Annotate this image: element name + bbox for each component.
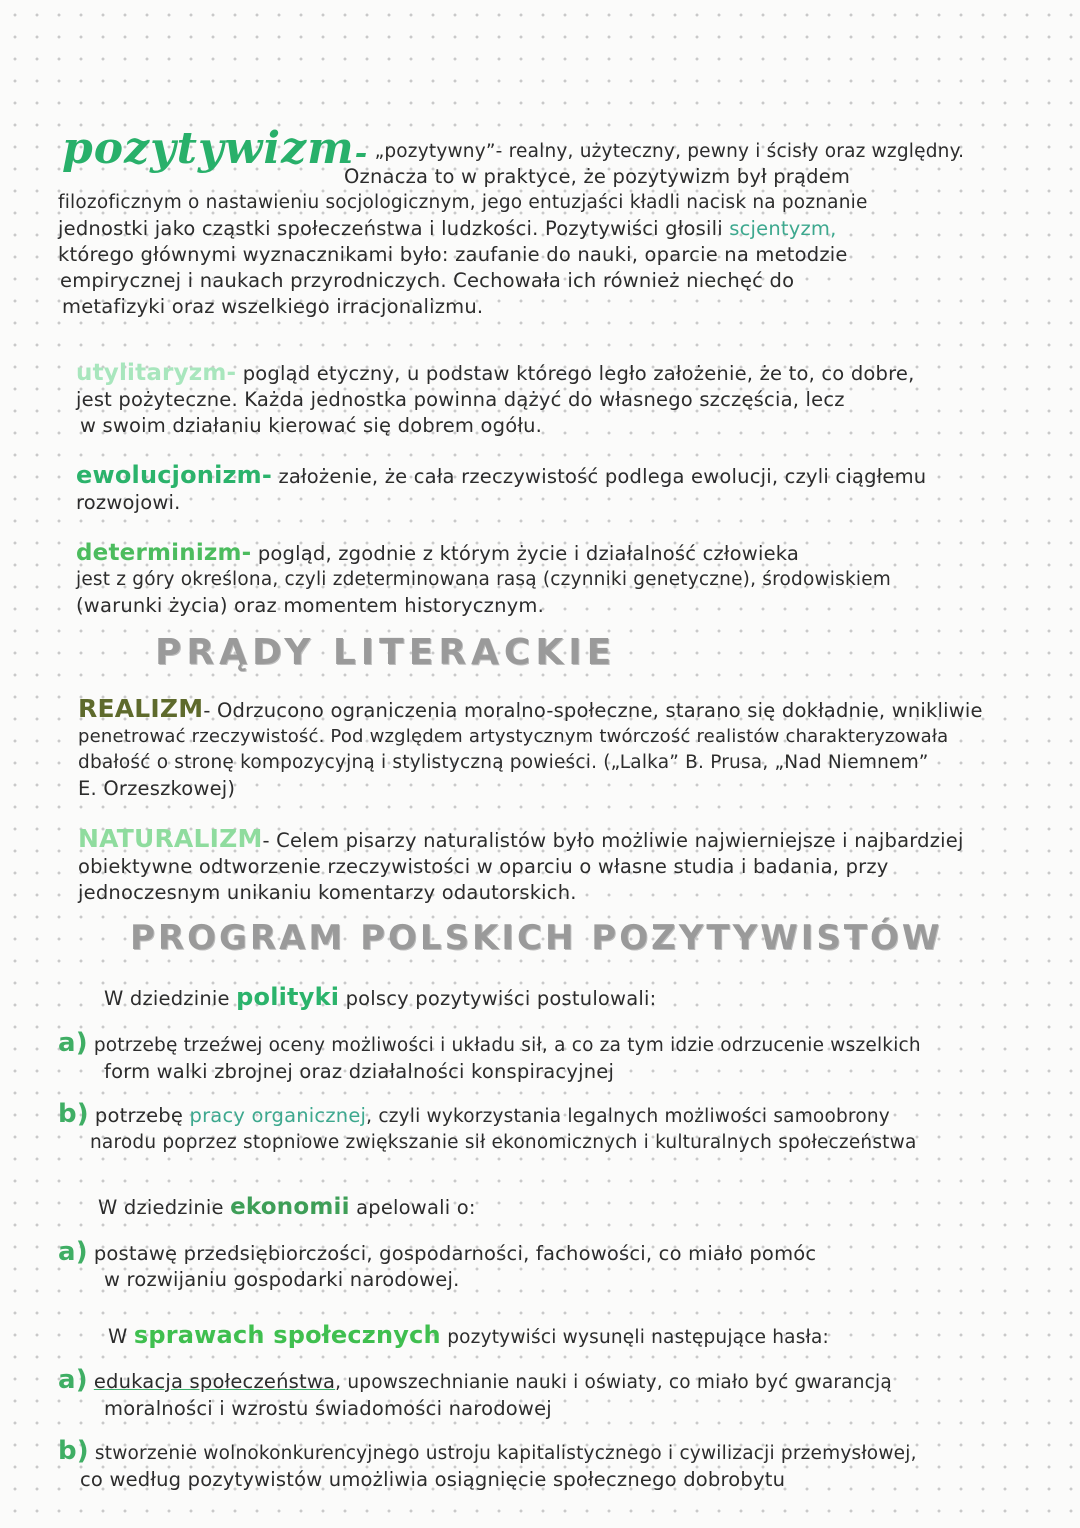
- scjentyzm-term: scjentyzm,: [729, 217, 837, 240]
- spoleczne-a-line2: moralności i wzrostu świadomości narodowej: [104, 1397, 552, 1420]
- polityka-a-marker: a): [58, 1028, 88, 1058]
- ekonomia-intro-b: apelowali o:: [356, 1196, 476, 1219]
- utylitaryzm-line1: pogląd etyczny, u podstaw którego legło założenie, że to, co dobre,: [242, 362, 915, 385]
- pozytywizm-line2: Oznacza to w praktyce, że pozytywizm był prądem: [344, 165, 851, 188]
- ekonomia-a-line2: w rozwijaniu gospodarki narodowej.: [104, 1268, 460, 1291]
- polityka-keyword: polityki: [236, 983, 340, 1011]
- realizm-line2: penetrować rzeczywistość. Pod względem artystycznym twórczość realistów charakteryzowała: [78, 726, 949, 747]
- pozytywizm-line5: którego głównymi wyznacznikami było: zaufanie do nauki, oparcie na metodzie: [58, 243, 848, 266]
- pozytywizm-intro: „pozytywny”- realny, użyteczny, pewny i ścisły oraz względny.: [374, 141, 965, 162]
- realizm-term: REALIZM: [78, 694, 204, 723]
- utylitaryzm-line3: w swoim działaniu kierować się dobrem ogółu.: [80, 414, 543, 437]
- spoleczne-keyword: sprawach społecznych: [133, 1321, 441, 1349]
- spoleczne-a-line1b: , upowszechnianie nauki i oświaty, co miało być gwarancją: [335, 1372, 892, 1393]
- pozytywizm-line4: jednostki jako cząstki społeczeństwa i ludzkości. Pozytywiści głosili: [58, 217, 723, 240]
- program-heading: PROGRAM POLSKICH POZYTYWISTÓW: [130, 918, 943, 958]
- determinizm-term: determinizm-: [76, 540, 252, 566]
- pozytywizm-title: pozytywizm: [62, 123, 355, 174]
- ewolucjonizm-section: [76, 462, 1076, 516]
- utylitaryzm-section: [76, 360, 1076, 439]
- naturalizm-line3: jednoczesnym unikaniu komentarzy odautorskich.: [78, 881, 577, 904]
- naturalizm-line1: - Celem pisarzy naturalistów było możliwie najwierniejsze i najbardziej: [262, 829, 964, 852]
- determinizm-line1: pogląd, zgodnie z którym życie i działalność człowieka: [257, 542, 800, 565]
- spoleczne-section: [58, 1322, 1074, 1493]
- naturalizm-line2: obiektywne odtworzenie rzeczywistości w oparciu o własne studia i badania, przy: [78, 855, 889, 878]
- spoleczne-intro-a: W: [108, 1325, 128, 1348]
- naturalizm-section: [78, 826, 1078, 906]
- polityka-section: [58, 984, 1074, 1156]
- edukacja-spoleczenstwa-term: edukacja społeczeństwa: [93, 1370, 336, 1393]
- ewolucjonizm-line1: założenie, że cała rzeczywistość podlega ewolucji, czyli ciągłemu: [278, 465, 927, 488]
- pozytywizm-line7: metafizyki oraz wszelkiego irracjonalizmu.: [62, 295, 484, 318]
- polityka-b-line1b: , czyli wykorzystania legalnych możliwości samoobrony: [366, 1106, 890, 1127]
- realizm-line3: dbałość o stronę kompozycyjną i stylistyczną powieści. („Lalka” B. Prusa, „Nad Niemnem”: [78, 752, 929, 773]
- realizm-line1: - Odrzucono ograniczenia moralno-społeczne, starano się dokładnie, wnikliwie: [203, 699, 983, 722]
- pozytywizm-dash: -: [354, 136, 369, 171]
- polityka-intro-a: W dziedzinie: [104, 987, 230, 1010]
- realizm-line4: E. Orzeszkowej): [78, 777, 236, 800]
- pozytywizm-section: [58, 123, 1072, 320]
- pozytywizm-line6: empirycznej i naukach przyrodniczych. Cechowała ich również niechęć do: [60, 269, 795, 292]
- prady-literackie-heading: PRĄDY LITERACKIE: [155, 632, 617, 673]
- polityka-a-line1: potrzebę trzeźwej oceny możliwości i układu sił, a co za tym idzie odrzucenie wszelkich: [93, 1035, 921, 1056]
- realizm-section: [78, 696, 1078, 802]
- polityka-b-line2: narodu poprzez stopniowe zwiększanie sił ekonomicznych i kulturalnych społeczeństwa: [90, 1132, 917, 1153]
- polityka-a-line2: form walki zbrojnej oraz działalności konspiracyjnej: [104, 1060, 615, 1083]
- ewolucjonizm-line2: rozwojowi.: [76, 491, 181, 514]
- ekonomia-section: [58, 1194, 1074, 1293]
- utylitaryzm-term: utylitaryzm-: [76, 360, 237, 386]
- ewolucjonizm-term: ewolucjonizm-: [76, 461, 273, 489]
- ekonomia-a-line1: postawę przedsiębiorczości, gospodarności, fachowości, co miało pomóc: [93, 1242, 817, 1265]
- spoleczne-b-marker: b): [58, 1436, 89, 1466]
- spoleczne-intro-b: pozytywiści wysunęli następujące hasła:: [447, 1327, 829, 1348]
- determinizm-line2: jest z góry określona, czyli zdeterminowana rasą (czynniki genetyczne), środowiskiem: [76, 569, 892, 590]
- polityka-intro-b: polscy pozytywiści postulowali:: [345, 987, 657, 1010]
- spoleczne-a-marker: a): [58, 1365, 88, 1395]
- ekonomia-intro-a: W dziedzinie: [98, 1196, 224, 1219]
- pozytywizm-line3: filozoficznym o nastawieniu socjologicznym, jego entuzjaści kładli nacisk na poznanie: [58, 192, 868, 213]
- naturalizm-term: NATURALIZM: [78, 824, 263, 853]
- praca-organiczna-term: pracy organicznej: [189, 1104, 367, 1127]
- ekonomia-a-marker: a): [58, 1237, 88, 1267]
- determinizm-section: [76, 540, 1076, 619]
- utylitaryzm-line2: jest pożyteczne. Każda jednostka powinna dążyć do własnego szczęścia, lecz: [76, 388, 845, 411]
- polityka-b-marker: b): [58, 1099, 89, 1129]
- determinizm-line3: (warunki życia) oraz momentem historycznym.: [76, 594, 544, 617]
- spoleczne-b-line1: stworzenie wolnokonkurencyjnego ustroju kapitalistycznego i cywilizacji przemysłowej,: [94, 1443, 917, 1464]
- spoleczne-b-line2: co według pozytywistów umożliwia osiągnięcie społecznego dobrobytu: [80, 1468, 786, 1491]
- ekonomia-keyword: ekonomii: [230, 1194, 350, 1220]
- polityka-b-line1a: potrzebę: [94, 1104, 184, 1127]
